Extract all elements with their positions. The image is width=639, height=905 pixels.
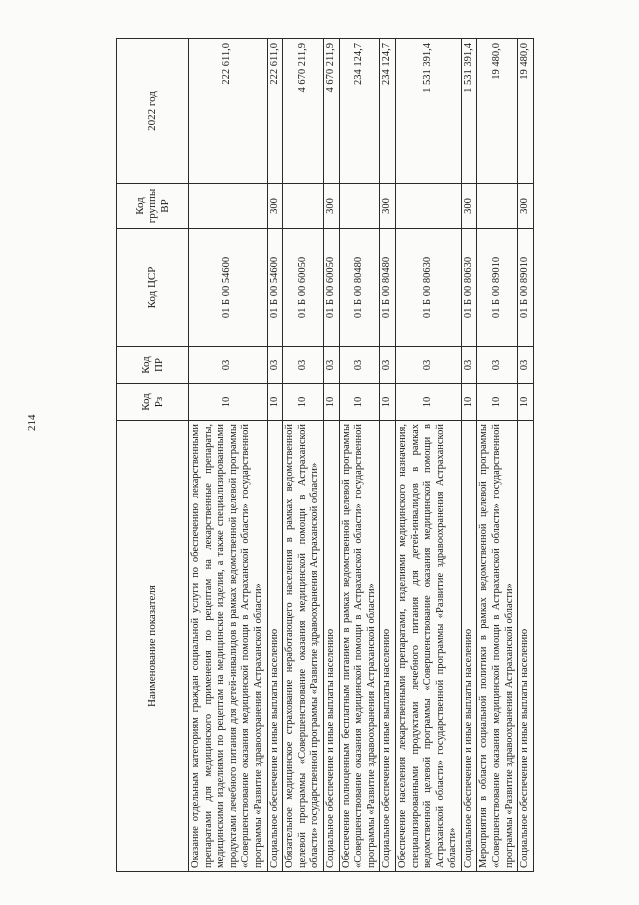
- row-pr: 03: [395, 347, 461, 384]
- table-row: [477, 39, 518, 872]
- row-vr: 300: [380, 184, 396, 229]
- table-row: [380, 39, 396, 872]
- row-csr: 01 Б 00 89010: [518, 229, 534, 347]
- row-csr: 01 Б 00 60050: [323, 229, 339, 347]
- row-name: Социальное обеспечение и иные выплаты населению: [461, 421, 477, 872]
- row-name: Социальное обеспечение и иные выплаты населению: [267, 421, 283, 872]
- row-value: 1 531 391,4: [395, 39, 461, 184]
- row-value: 4 670 211,9: [323, 39, 339, 184]
- row-pr: 03: [461, 347, 477, 384]
- row-value: 1 531 391,4: [461, 39, 477, 184]
- header-year: 2022 год: [117, 39, 189, 184]
- row-rz: 10: [518, 384, 534, 421]
- row-value: 222 611,0: [189, 39, 268, 184]
- row-csr: 01 Б 00 60050: [283, 229, 324, 347]
- row-vr: [283, 184, 324, 229]
- row-value: 234 124,7: [380, 39, 396, 184]
- row-pr: 03: [339, 347, 380, 384]
- table-row: [283, 39, 324, 872]
- row-vr: 300: [461, 184, 477, 229]
- row-csr: 01 Б 00 54600: [189, 229, 268, 347]
- table-row: [518, 39, 534, 872]
- row-rz: 10: [267, 384, 283, 421]
- row-pr: 03: [518, 347, 534, 384]
- row-csr: 01 Б 00 80480: [339, 229, 380, 347]
- row-vr: [189, 184, 268, 229]
- row-pr: 03: [283, 347, 324, 384]
- row-name: Социальное обеспечение и иные выплаты населению: [380, 421, 396, 872]
- row-name: Обеспечение полноценным бесплатным питанием в рамках ведомственной целевой программы «Совершенствование оказания медицинской помощи в Астраханской области» государственной программы «Развитие здравоохранения Астраханской области»: [339, 421, 380, 872]
- row-rz: 10: [339, 384, 380, 421]
- header-rz: Код Рз: [117, 384, 189, 421]
- row-vr: 300: [267, 184, 283, 229]
- table-header: [117, 39, 189, 872]
- row-csr: 01 Б 00 80630: [461, 229, 477, 347]
- table-row: [395, 39, 461, 872]
- row-pr: 03: [477, 347, 518, 384]
- header-name: Наименование показателя: [117, 421, 189, 872]
- row-csr: 01 Б 00 80630: [395, 229, 461, 347]
- budget-table: [116, 38, 534, 872]
- row-vr: 300: [518, 184, 534, 229]
- header-pr: Код ПР: [117, 347, 189, 384]
- row-name: Обязательное медицинское страхование неработающего населения в рамках ведомственной целевой программы «Совершенствование оказания медицинской помощи в Астраханской области» государственной программы «Развитие здравоохранения Астраханской области»: [283, 421, 324, 872]
- row-pr: 03: [267, 347, 283, 384]
- row-csr: 01 Б 00 89010: [477, 229, 518, 347]
- table-body: [189, 39, 534, 872]
- row-value: 234 124,7: [339, 39, 380, 184]
- row-pr: 03: [323, 347, 339, 384]
- row-name: Оказание отдельным категориям граждан социальной услуги по обеспечению лекарственными препаратами для медицинского применения по рецептам на лекарственные препараты, медицинскими изделиями по рецептам на медицинские изделия, а также специализированными продуктами лечебного питания для детей-инвалидов в рамках ведомственной целевой программы «Совершенствование оказания медицинской помощи в Астраханской области» государственной программы «Развитие здравоохранения Астраханской области»: [189, 421, 268, 872]
- header-csr: Код ЦСР: [117, 229, 189, 347]
- table-row: [323, 39, 339, 872]
- row-vr: 300: [323, 184, 339, 229]
- row-rz: 10: [283, 384, 324, 421]
- table-row: [267, 39, 283, 872]
- row-csr: 01 Б 00 80480: [380, 229, 396, 347]
- row-rz: 10: [477, 384, 518, 421]
- row-vr: [395, 184, 461, 229]
- table-row: [339, 39, 380, 872]
- row-pr: 03: [380, 347, 396, 384]
- row-value: 19 480,0: [518, 39, 534, 184]
- row-value: 4 670 211,9: [283, 39, 324, 184]
- row-vr: [339, 184, 380, 229]
- row-value: 19 480,0: [477, 39, 518, 184]
- row-rz: 10: [395, 384, 461, 421]
- row-rz: 10: [461, 384, 477, 421]
- row-name: Социальное обеспечение и иные выплаты населению: [323, 421, 339, 872]
- row-value: 222 611,0: [267, 39, 283, 184]
- row-name: Обеспечение населения лекарственными препаратами, изделиями медицинского назначения, специализированными продуктами лечебного питания для детей-инвалидов в рамках ведомственной целевой программы «Совершенствование оказания медицинской помощи в Астраханской области» государственной программы «Развитие здравоохранения Астраханской области»: [395, 421, 461, 872]
- header-vr: Код группы ВР: [117, 184, 189, 229]
- row-name: Социальное обеспечение и иные выплаты населению: [518, 421, 534, 872]
- row-vr: [477, 184, 518, 229]
- page-number: 214: [26, 414, 38, 431]
- row-rz: 10: [323, 384, 339, 421]
- row-rz: 10: [189, 384, 268, 421]
- row-name: Мероприятия в области социальной политики в рамках ведомственной целевой программы «Совершенствование оказания медицинской помощи в Астраханской области» государственной программы «Развитие здравоохранения Астраханской области»: [477, 421, 518, 872]
- table-row: [461, 39, 477, 872]
- table-row: [189, 39, 268, 872]
- row-rz: 10: [380, 384, 396, 421]
- row-pr: 03: [189, 347, 268, 384]
- row-csr: 01 Б 00 54600: [267, 229, 283, 347]
